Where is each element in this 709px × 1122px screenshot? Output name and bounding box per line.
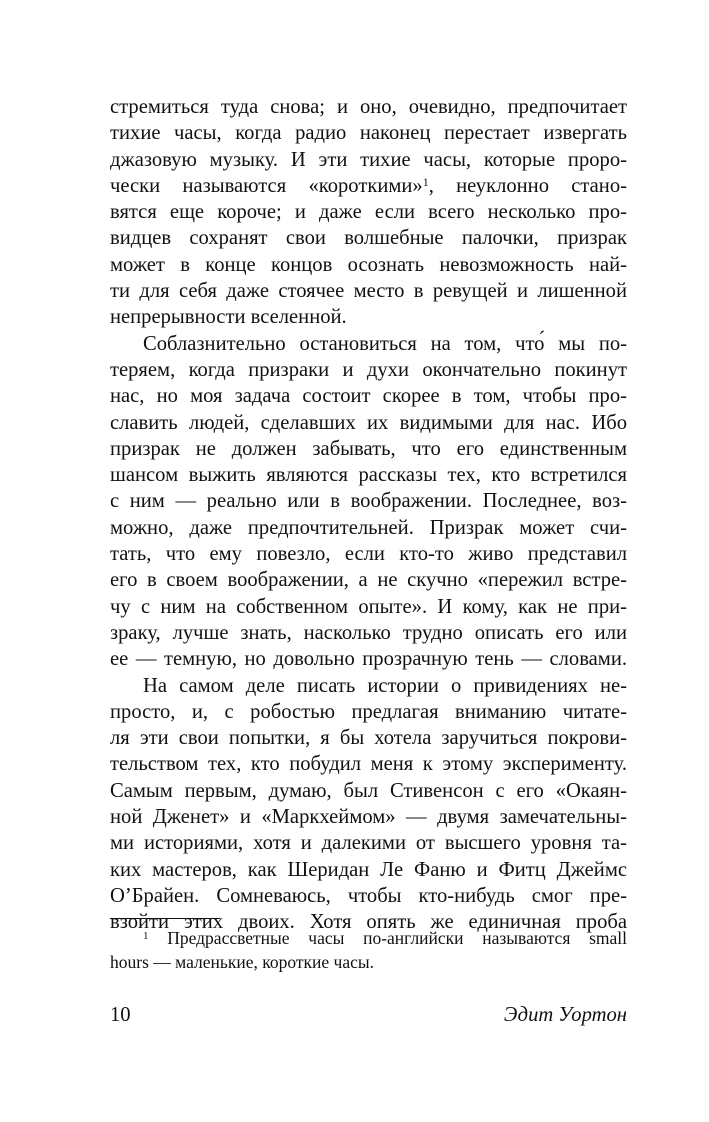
running-footer-author: Эдит Уортон [503, 1004, 627, 1026]
text-line: тать, что ему повезло, если кто-то живо представил [110, 543, 627, 566]
footnote-line [110, 926, 627, 950]
paragraph-3 [110, 673, 627, 936]
text-line: ми историями, хотя и далекими от высшего уровня та- [110, 832, 627, 855]
text-line-with-footnote-ref [110, 173, 627, 199]
text-segment: чески называются «короткими» [110, 174, 423, 197]
footnote-text: Предрассветные часы по-английски называются small [167, 928, 627, 948]
text-line: тихие часы, когда радио наконец перестает извергать [110, 122, 627, 145]
text-line: видцев сохранят свои волшебные палочки, призрак [110, 227, 627, 250]
text-line: вятся еще короче; и даже если всего несколько про- [110, 201, 627, 224]
text-line: теряем, когда призраки и духи окончательно покинут [110, 358, 627, 381]
text-line: взойти этих двоих. Хотя опять же единичная проба [110, 911, 627, 934]
text-line: ти для себя даже стоячее место в ревущей и лишенной [110, 280, 627, 303]
text-line: его в своем воображении, а не скучно «пережил встре- [110, 569, 627, 592]
footnote-divider [110, 918, 220, 919]
text-line: просто, и, с робостью предлагая вниманию читате- [110, 700, 627, 723]
footnote-line: hours — маленькие, короткие часы. [110, 952, 375, 972]
text-line: призрак не должен забывать, что его единственным [110, 437, 627, 460]
text-line: О’Брайен. Сомневаюсь, чтобы кто-нибудь смог пре- [110, 884, 627, 907]
text-line: Соблазнительно остановиться на том, что́ мы по- [143, 332, 627, 355]
paragraph-1 [110, 94, 627, 331]
text-line: Самым первым, думаю, был Стивенсон с его «Окаян- [110, 779, 627, 802]
footnote-marker: 1 [143, 930, 149, 942]
paragraph-2 [110, 331, 627, 673]
text-line: ля эти свои попытки, я бы хотела заручиться покрови- [110, 727, 627, 750]
text-line: ной Дженет» и «Маркхеймом» — двумя замечательны- [110, 806, 627, 829]
text-segment: , неуклонно стано- [428, 174, 627, 197]
text-line: зраку, лучше знать, насколько трудно описать его или [110, 621, 627, 644]
text-line: можно, даже предпочтительней. Призрак может счи- [110, 516, 627, 539]
footnote-reference[interactable]: 1 [422, 174, 429, 189]
text-line: ее — темную, но довольно прозрачную тень — словами. [110, 648, 627, 671]
text-line: джазовую музыку. И эти тихие часы, которые проро- [110, 148, 627, 171]
footnote [110, 926, 627, 974]
text-line: может в конце концов осознать невозможность най- [110, 253, 627, 276]
text-line: чу с ним на собственном опыте». И кому, как не при- [110, 595, 627, 618]
text-line: тельством тех, кто побудил меня к этому эксперименту. [110, 753, 627, 776]
page-number: 10 [110, 1004, 131, 1026]
text-line: славить людей, сделавших их видимыми для нас. Ибо [110, 411, 627, 434]
text-line: непрерывности вселенной. [110, 306, 347, 329]
main-text [110, 94, 627, 936]
text-line: На самом деле писать истории о привидениях не- [143, 674, 627, 697]
text-line: нас, но моя задача состоит скорее в том, чтобы про- [110, 385, 627, 408]
text-line: стремиться туда снова; и оно, очевидно, предпочитает [110, 96, 627, 118]
text-line: шансом выжить являются рассказы тех, кто встретился [110, 464, 627, 487]
text-line: ких мастеров, как Шеридан Ле Фаню и Фитц Джеймс [110, 858, 627, 881]
text-line: с ним — реально или в воображении. Последнее, воз- [110, 490, 627, 513]
